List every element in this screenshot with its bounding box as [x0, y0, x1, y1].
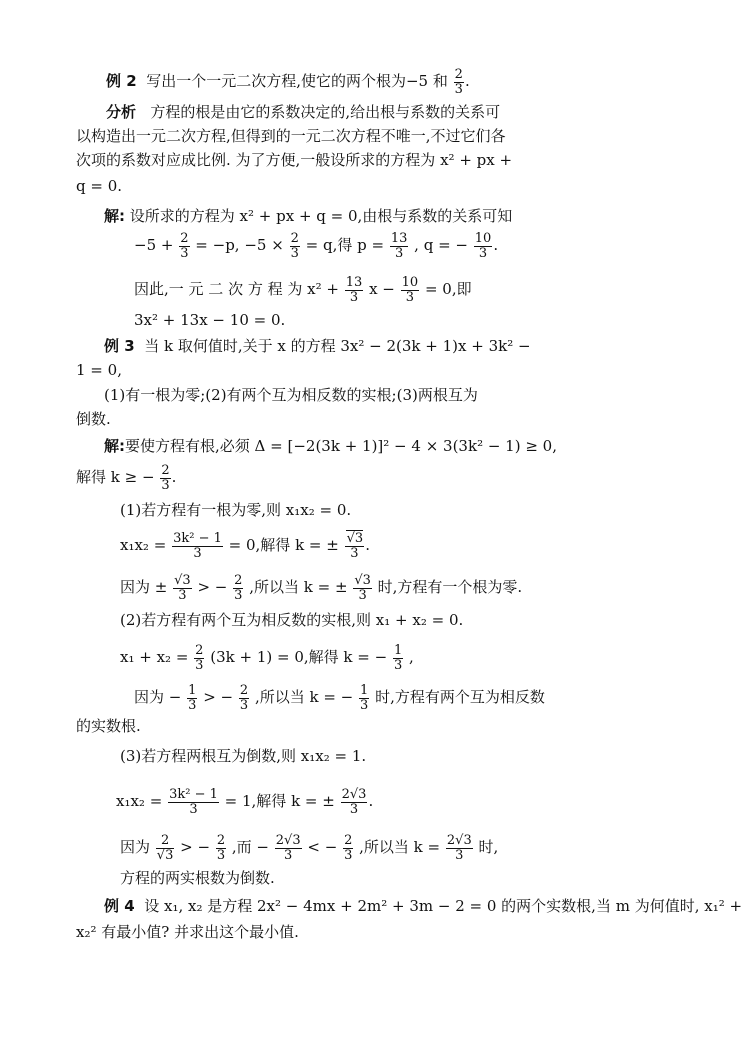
example-4-line-1: 例 4 设 x₁, x₂ 是方程 2x² − 4mx + 2m² + 3m − 2 = 0 的两个实数根,当 m 为何值时, x₁² + — [104, 897, 743, 915]
example-3-line-2: 1 = 0, — [76, 361, 122, 379]
analysis-line-4: q = 0. — [76, 177, 123, 195]
example-3-line-4: 倒数. — [76, 410, 111, 428]
analysis-line-1: 分析 方程的根是由它的系数决定的,给出根与系数的关系可 — [106, 103, 501, 121]
fraction-two-thirds: $\frac{2}{3}$ — [454, 67, 463, 97]
ex2-solution-line-2: −5 + $\frac{2}{3}$ = −p, −5 × $\frac{2}{3}$ = q,得 p = $\frac{13}{3}$ , q = − $\frac{10}{3}$ . — [134, 231, 499, 261]
case-3-equation: x₁x₂ = $\frac{\text{3k² − 1}}{3}$ = 1,解得 k = ± $\frac{2√3}{3}$ . — [116, 787, 374, 817]
case-2-intro: (2)若方程有两个互为相反数的实根,则 x₁ + x₂ = 0. — [120, 611, 464, 629]
case-1-equation: x₁x₂ = $\frac{\text{3k² − 1}}{3}$ = 0,解得 k = ± $\frac{√3}{3}$ . — [120, 531, 370, 561]
example-3-line-1: 例 3 当 k 取何值时,关于 x 的方程 3x² − 2(3k + 1)x + 3k² − — [104, 337, 531, 355]
case-2-conclusion: 因为 − $\frac{1}{3}$ > − $\frac{2}{3}$ ,所以当 k = − $\frac{1}{3}$ 时,方程有两个互为相反数 — [134, 683, 545, 713]
analysis-line-3: 次项的系数对应成比例. 为了方便,一般设所求的方程为 x² + px + — [76, 151, 513, 169]
example-4-line-2: x₂² 有最小值? 并求出这个最小值. — [76, 923, 299, 941]
example-2-text: 写出一个一元二次方程,使它的两个根为−5 和 — [146, 72, 448, 91]
analysis-line-2: 以构造出一元二次方程,但得到的一元二次方程不唯一,不过它们各 — [76, 127, 506, 145]
case-3-conclusion: 因为 $\frac{2}{√3}$ > − $\frac{2}{3}$ ,而 − $\frac{2√3}{3}$ < − $\frac{2}{3}$ ,所以当 k = $\frac{2√3}{3}$ 时, — [120, 833, 499, 863]
case-3-intro: (3)若方程两根互为倒数,则 x₁x₂ = 1. — [120, 747, 367, 765]
case-3-end: 方程的两实根数为倒数. — [120, 869, 275, 887]
ex3-solution-line-2: 解得 k ≥ − $\frac{2}{3}$ . — [76, 463, 177, 493]
example-4-label: 例 4 — [104, 897, 135, 915]
ex2-solution-line-4: 3x² + 13x − 10 = 0. — [134, 311, 286, 329]
example-2-statement: 例 2 写出一个一元二次方程,使它的两个根为−5 和 $\frac{2}{3}$ . — [106, 67, 470, 97]
case-2-conclusion-end: 的实数根. — [76, 717, 141, 735]
case-2-equation: x₁ + x₂ = $\frac{2}{3}$ (3k + 1) = 0,解得 k = − $\frac{1}{3}$ , — [120, 643, 414, 673]
example-3-line-3: (1)有一根为零;(2)有两个互为相反数的实根;(3)两根互为 — [104, 386, 478, 404]
case-1-conclusion: 因为 ± $\frac{√3}{3}$ > − $\frac{2}{3}$ ,所以当 k = ± $\frac{√3}{3}$ 时,方程有一个根为零. — [120, 573, 523, 603]
ex2-solution-line-3: 因此,一 元 二 次 方 程 为 x² + $\frac{13}{3}$ x − $\frac{10}{3}$ = 0,即 — [134, 275, 472, 305]
solution-label: 解: — [104, 207, 125, 225]
analysis-label: 分析 — [106, 103, 137, 121]
example-3-label: 例 3 — [104, 337, 135, 355]
ex3-solution-line-1: 解:要使方程有根,必须 Δ = [−2(3k + 1)]² − 4 × 3(3k² − 1) ≥ 0, — [104, 437, 557, 455]
case-1-intro: (1)若方程有一根为零,则 x₁x₂ = 0. — [120, 501, 352, 519]
ex2-solution-line-1: 解: 设所求的方程为 x² + px + q = 0,由根与系数的关系可知 — [104, 207, 513, 225]
example-2-label: 例 2 — [106, 72, 137, 91]
